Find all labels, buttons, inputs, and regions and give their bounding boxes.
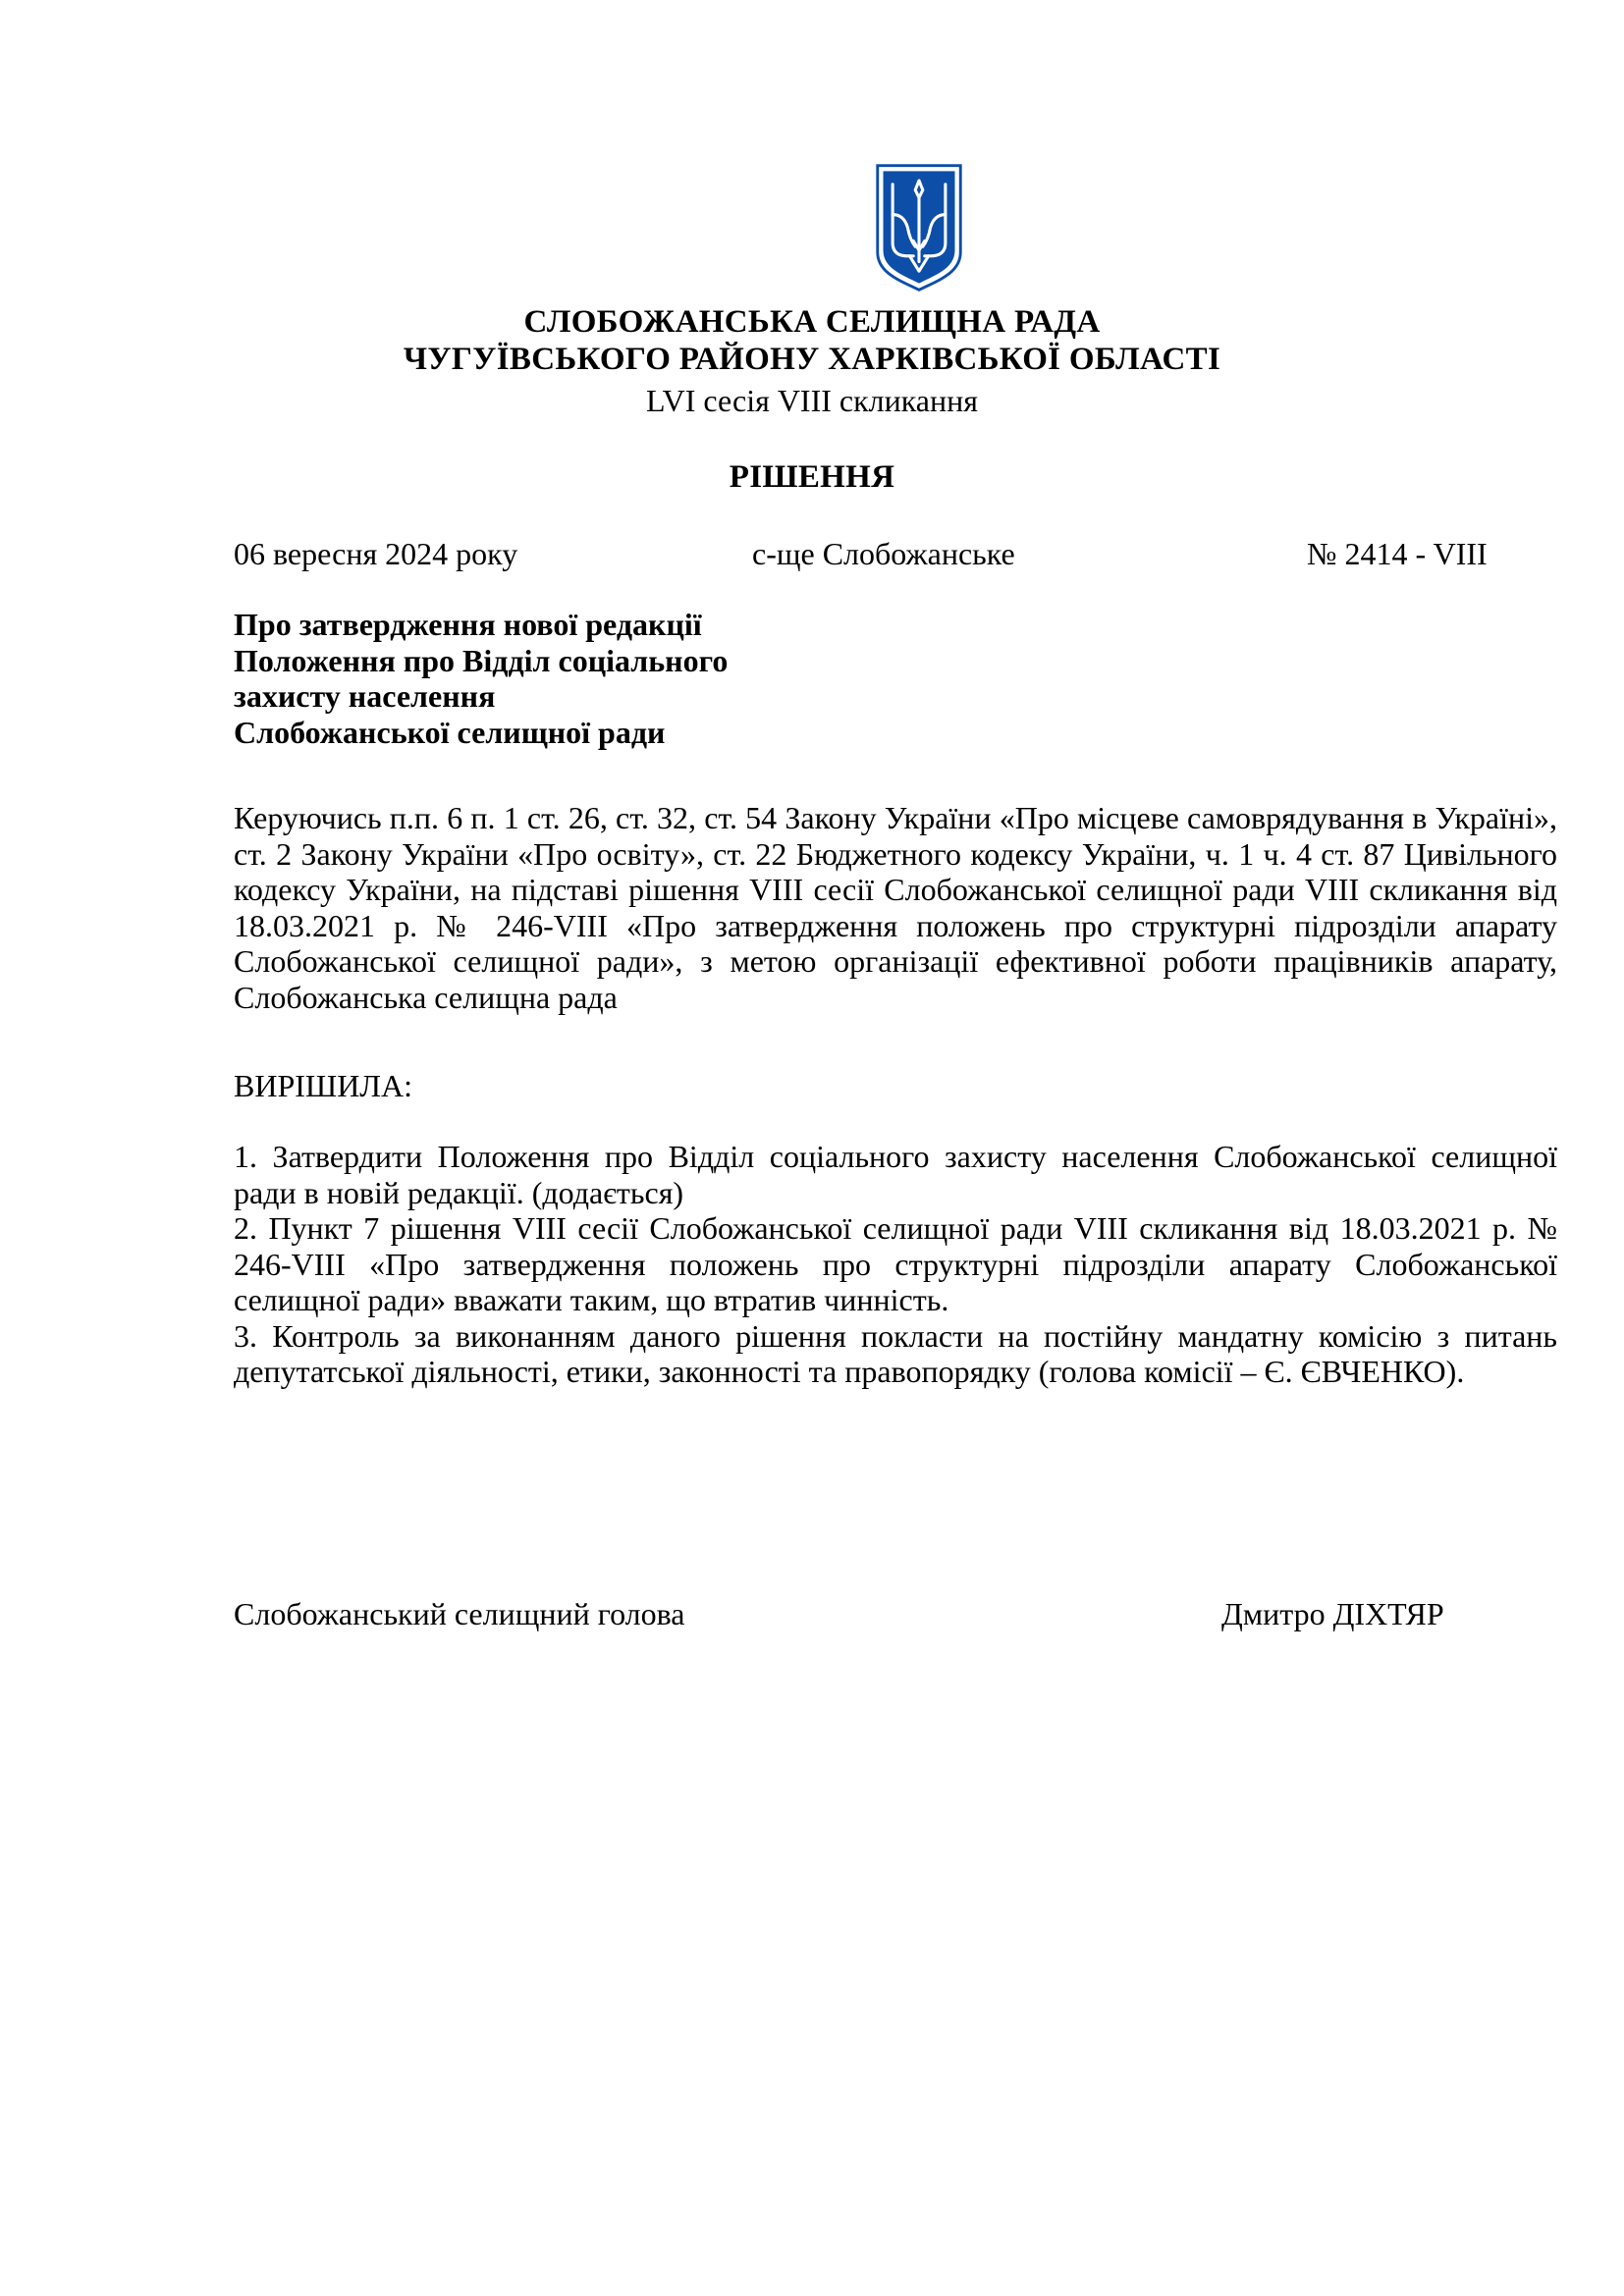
preamble-paragraph: Керуючись п.п. 6 п. 1 ст. 26, ст. 32, ст. 54 Закону України «Про місцеве самоврядування в Україні», ст. 2 Закону України «Про освіту», ст. 22 Бюджетного кодексу України, ч. 1 ч. 4 ст. 87 Цивільного кодексу України, на підставі рішення VIII сесії Слобожанської селищної ради VIII скликання від 18.03.2021 р. № 246-VIII «Про затвердження положень про структурні підрозділи апарату Слобожанської селищної ради», з метою організації ефективної роботи працівників апарату, Слобожанська селищна рада [234, 800, 1557, 1015]
signature-name: Дмитро ДІХТЯР [1221, 1596, 1444, 1631]
document-type: РІШЕННЯ [729, 459, 895, 495]
decided-heading: ВИРІШИЛА: [234, 1068, 412, 1103]
decision-item: 1. Затвердити Положення про Відділ соціального захисту населення Слобожанської селищної ради в новій редакції. (додається) [234, 1139, 1557, 1210]
council-name: СЛОБОЖАНСЬКА СЕЛИЩНА РАДА [523, 304, 1101, 340]
decision-subject [234, 607, 728, 750]
decision-items [234, 1139, 1557, 1390]
subject-line: захисту населення [234, 678, 496, 714]
signature-position: Слобожанський селищний голова [234, 1596, 685, 1631]
subject-line: Про затвердження нової редакції [234, 607, 702, 642]
decision-number: № 2414 - VIII [1307, 536, 1488, 571]
district-name: ЧУГУЇВСЬКОГО РАЙОНУ ХАРКІВСЬКОЇ ОБЛАСТІ [403, 342, 1221, 377]
subject-line: Слобожанської селищної ради [234, 714, 666, 750]
decision-place: с-ще Слобожанське [752, 536, 1015, 571]
coat-of-arms-icon [872, 160, 966, 295]
decision-item: 2. Пункт 7 рішення VIII сесії Слобожанської селищної ради VIII скликання від 18.03.2021 р. № 246-VIII «Про затвердження положень про структурні підрозділи апарату Слобожанської селищної ради» вважати таким, що втратив чинність. [234, 1210, 1557, 1317]
decision-item: 3. Контроль за виконанням даного рішення покласти на постійну мандатну комісію з питань депутатської діяльності, етики, законності та правопорядку (голова комісії – Є. ЄВЧЕНКО). [234, 1317, 1557, 1389]
subject-line: Положення про Відділ соціального [234, 642, 729, 678]
session-info: LVI сесія VIII скликання [646, 383, 978, 418]
decision-date: 06 вересня 2024 року [234, 536, 518, 571]
